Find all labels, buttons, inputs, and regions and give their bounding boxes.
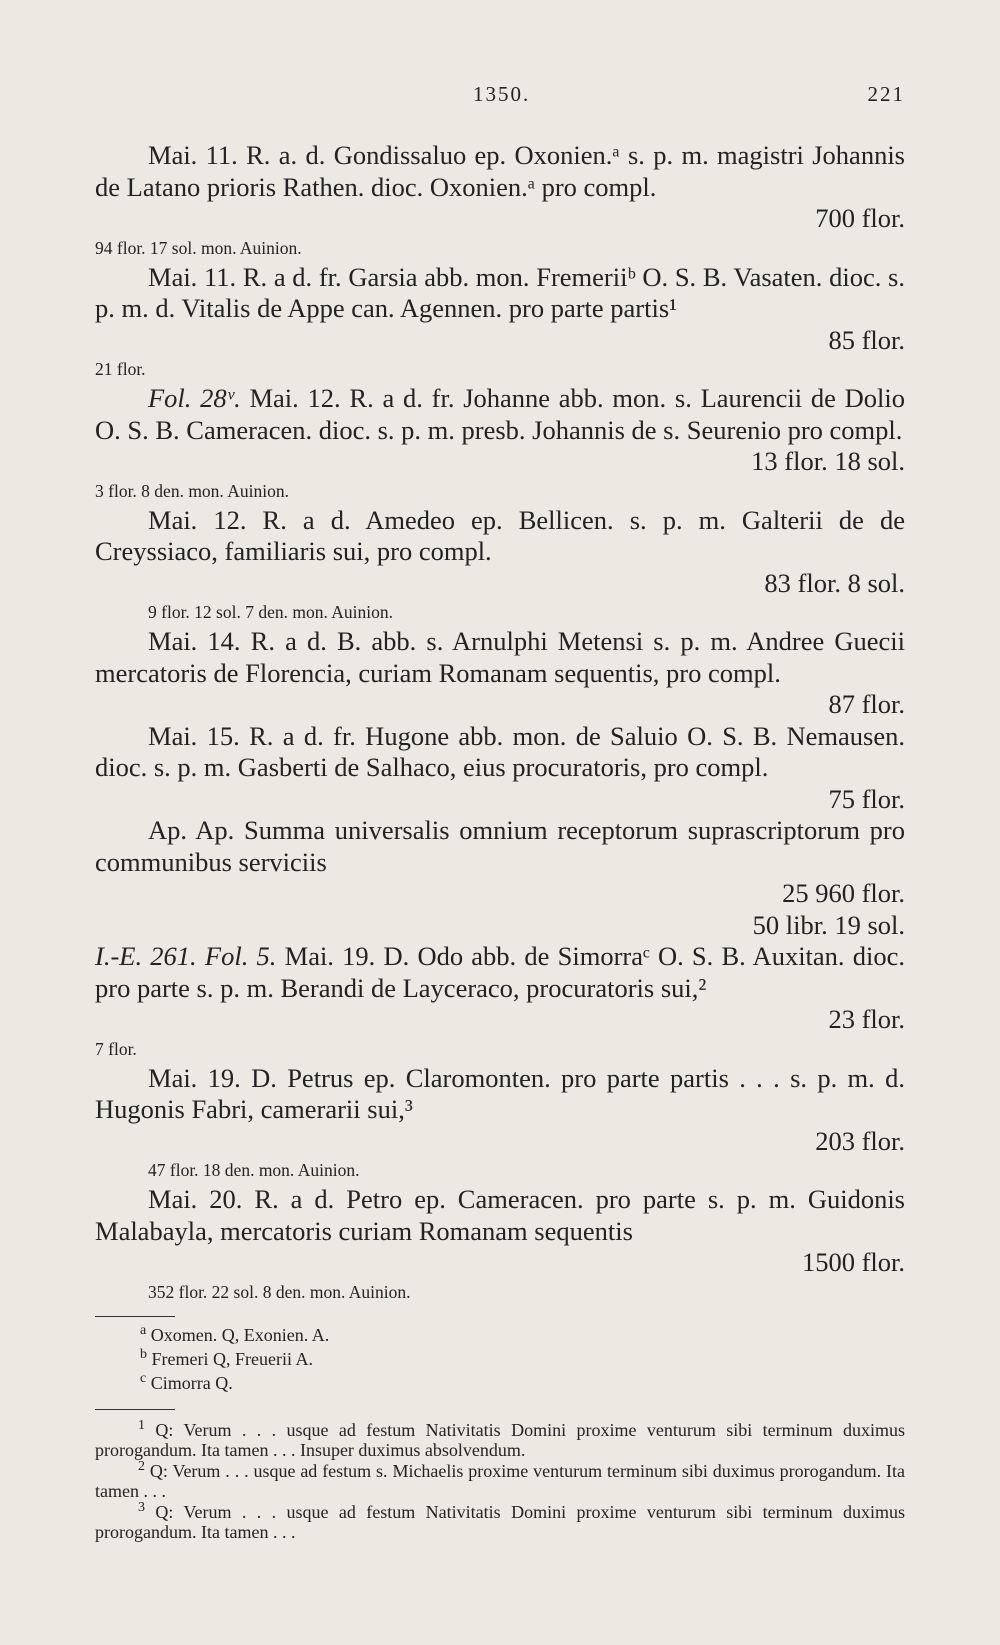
- entry: [95, 140, 905, 262]
- footnotes: [95, 1417, 906, 1543]
- entry-amount: 83 flor. 8 sol.: [764, 567, 905, 598]
- entry-coinage-note: 21 flor.: [95, 359, 146, 379]
- main-text: [95, 140, 905, 1543]
- variant-text: Oxomen. Q, Exonien. A.: [150, 1324, 330, 1345]
- entry-text: Mai. 19. D. Odo abb. de Simorraᶜ O. S. B. Auxitan. dioc. pro parte s. p. m. Berandi de Layceraco, procuratoris sui,²: [95, 941, 906, 1003]
- variant-text: Cimorra Q.: [150, 1372, 233, 1393]
- entry-amount-secondary: 50 libr. 19 sol.: [752, 909, 905, 940]
- entry-amount: 75 flor.: [828, 783, 905, 814]
- entry-summa: [95, 815, 905, 941]
- variant-mark: a: [140, 1322, 147, 1338]
- entry-amount: 1500 flor.: [801, 1247, 905, 1277]
- entry-amount: 700 flor.: [815, 203, 905, 233]
- footnote-text: Q: Verum . . . usque ad festum Nativitatis Domini proxime venturum sibi terminum duximus prorogandum. Ita tamen . . . Insuper duximus absolvendum.: [95, 1419, 906, 1460]
- entry-text: Mai. 11. R. a. d. Gondissaluo ep. Oxonien.ᵃ s. p. m. magistri Johannis de Latano prioris Rathen. dioc. Oxonien.ᵃ pro compl.: [95, 140, 905, 202]
- register-ref: I.-E. 261.: [95, 941, 197, 971]
- folio-ref: Fol. 28ᵛ.: [148, 383, 241, 413]
- entry-coinage-note: 3 flor. 8 den. mon. Auinion.: [95, 480, 289, 501]
- header-year: 1350.: [473, 82, 531, 106]
- footnote-text: Q: Verum . . . usque ad festum Nativitatis Domini proxime venturum sibi terminum duximus prorogandum. Ita tamen . . .: [95, 1501, 906, 1542]
- entry-coinage-note: 352 flor. 22 sol. 8 den. mon. Auinion.: [148, 1281, 411, 1302]
- entry-text: Mai. 11. R. a d. fr. Garsia abb. mon. Fremeriiᵇ O. S. B. Vasaten. dioc. s. p. m. d. Vitalis de Appe can. Agennen. pro parte partis¹: [95, 261, 905, 323]
- entry-coinage-note: 7 flor.: [95, 1038, 137, 1059]
- folio-ref: Fol. 5.: [204, 941, 277, 971]
- footnote-text: Q: Verum . . . usque ad festum s. Michaelis proxime venturum terminum sibi duximus prorogandum. Ita tamen . . .: [95, 1460, 906, 1501]
- footnotes-separator: [95, 1409, 175, 1410]
- entry: [95, 721, 905, 816]
- entry-amount: 13 flor. 18 sol.: [751, 446, 905, 476]
- entry-coinage-note: 47 flor. 18 den. mon. Auinion.: [148, 1160, 360, 1180]
- footnote-mark: 1: [138, 1417, 145, 1433]
- entry-amount: 203 flor.: [815, 1125, 905, 1156]
- entry-text: Mai. 14. R. a d. B. abb. s. Arnulphi Metensi s. p. m. Andree Guecii mercatoris de Florencia, curiam Romanam sequentis, pro compl.: [95, 626, 905, 688]
- entry-text: Mai. 15. R. a d. fr. Hugone abb. mon. de Saluio O. S. B. Nemausen. dioc. s. p. m. Gasberti de Salhaco, eius procuratoris, pro compl.: [95, 720, 905, 782]
- textual-variants: [95, 1323, 905, 1395]
- entry: [95, 1063, 905, 1185]
- page-number: 221: [867, 82, 905, 106]
- entry-amount: 23 flor.: [828, 1004, 905, 1034]
- entry-text: Mai. 19. D. Petrus ep. Claromonten. pro parte partis . . . s. p. m. d. Hugonis Fabri, camerarii sui,³: [95, 1062, 905, 1124]
- entry-text: Mai. 12. R. a d. Amedeo ep. Bellicen. s. p. m. Galterii de de Creyssiaco, familiaris sui, pro compl.: [95, 504, 905, 566]
- entry-text: Ap. Ap. Summa universalis omnium receptorum suprascriptorum pro communibus serviciis: [95, 815, 905, 877]
- entry-text: Mai. 20. R. a d. Petro ep. Cameracen. pro parte s. p. m. Guidonis Malabayla, mercatoris curiam Romanam sequentis: [95, 1184, 905, 1246]
- entry-coinage-note: 94 flor. 17 sol. mon. Auinion.: [95, 237, 302, 258]
- entry-text: Mai. 12. R. a d. fr. Johanne abb. mon. s. Laurencii de Dolio O. S. B. Cameracen. dioc. s. p. m. presb. Johannis de s. Seurenio pro compl.: [95, 383, 906, 445]
- entry: [95, 626, 905, 721]
- variant-text: Fremeri Q, Freuerii A.: [151, 1348, 313, 1369]
- variant-mark: c: [140, 1370, 147, 1386]
- footnote-mark: 3: [138, 1499, 145, 1515]
- entry-amount: 25 960 flor.: [782, 878, 905, 908]
- entry: [95, 262, 905, 384]
- running-header: [0, 82, 1000, 112]
- entry: [95, 383, 905, 505]
- variant-mark: b: [140, 1346, 147, 1362]
- entry-coinage-note: 9 flor. 12 sol. 7 den. mon. Auinion.: [148, 602, 393, 622]
- entry: [95, 941, 905, 1063]
- entry: [95, 505, 905, 627]
- entry: [95, 1184, 905, 1306]
- entry-amount: 85 flor.: [828, 324, 905, 355]
- footnote-mark: 2: [138, 1458, 145, 1474]
- variants-separator: [95, 1316, 175, 1317]
- entry-amount: 87 flor.: [828, 689, 905, 719]
